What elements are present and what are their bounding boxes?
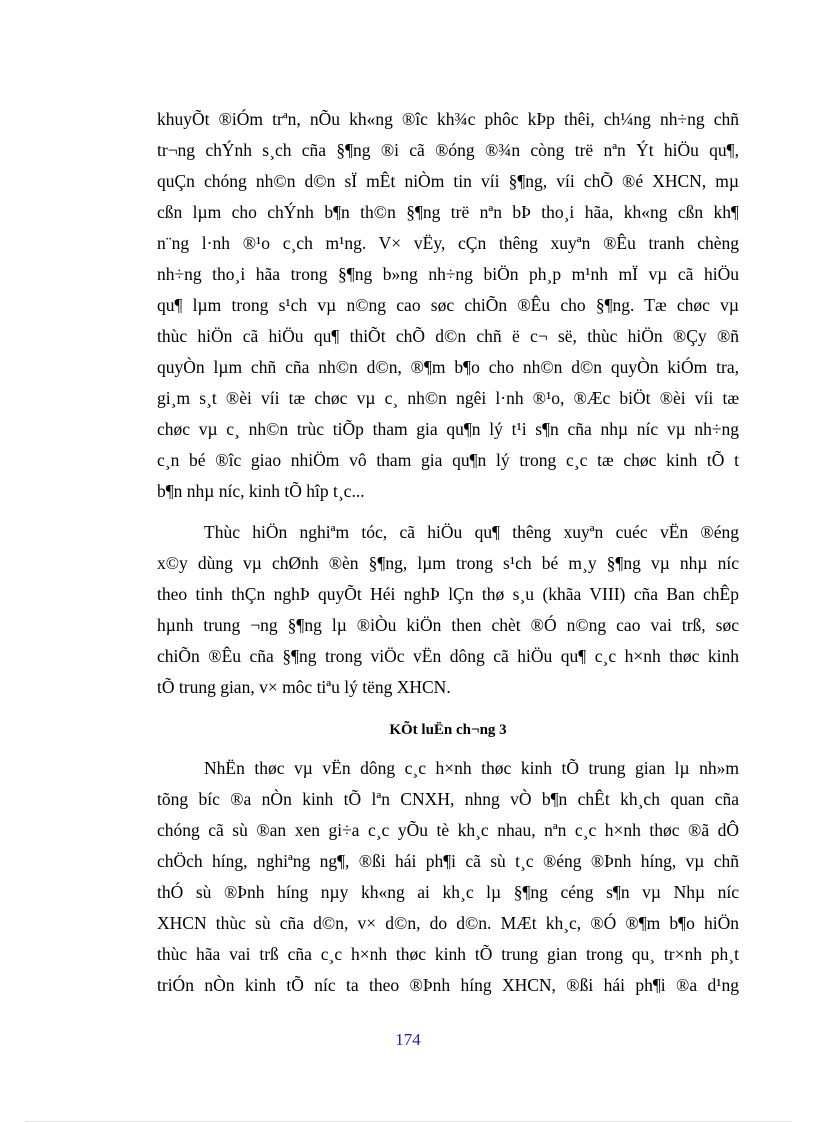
text-line: NhËn thøc vµ vËn dông c¸c h×nh thøc kinh tÕ trung gian lµ nh»m (204, 758, 739, 778)
text-line: hµnh trung ¬ng §¶ng lµ ®iÒu kiÖn then chèt ®Ó n©ng cao vai trß, søc (157, 615, 739, 635)
text-line: cßn lµm cho chÝnh b¶n th©n §¶ng trë nªn bÞ tho¸i hãa, kh«ng cßn kh¶ (157, 202, 739, 222)
text-line: quÇn chóng nh©n d©n sÏ mÊt niÒm tin víi §¶ng, víi chÕ ®é XHCN, mµ (157, 171, 739, 191)
text-line: tr¬ng chÝnh s¸ch cña §¶ng ®i cã ®óng ®¾n còng trë nªn Ýt hiÖu qu¶, (157, 140, 739, 160)
text-line: c¸n bé ®îc giao nhiÖm vô tham gia qu¶n lý trong c¸c tæ chøc kinh tÕ t (157, 450, 739, 470)
page-number: 174 (395, 1030, 421, 1049)
text-line: chøc vµ c¸ nh©n trùc tiÕp tham gia qu¶n lý t¹i s¶n cña nhµ níc vµ nh÷ng (157, 419, 739, 439)
text-line: gi¸m s¸t ®èi víi tæ chøc vµ c¸ nh©n ngêi l·nh ®¹o, ®Æc biÖt ®èi víi tæ (157, 388, 739, 408)
text-line: triÓn nÒn kinh tÕ níc ta theo ®Þnh híng XHCN, ®ßi hái ph¶i ®a d¹ng (157, 975, 739, 995)
paragraph-3 (157, 753, 739, 1001)
page-bottom-divider (25, 1121, 791, 1122)
text-line: b¶n nhµ níc, kinh tÕ hîp t¸c... (157, 481, 365, 501)
text-line: chóng cã sù ®an xen gi÷a c¸c yÕu tè kh¸c nhau, nªn c¸c h×nh thøc ®ã dÔ (157, 820, 739, 840)
text-line: tÕ trung gian, v× môc tiªu lý tëng XHCN. (157, 677, 451, 697)
text-line: thùc hiÖn cã hiÖu qu¶ thiÕt chÕ d©n chñ ë c¬ së, thùc hiÖn ®Çy ®ñ (157, 326, 739, 346)
text-line: tõng bíc ®a nÒn kinh tÕ lªn CNXH, nhng vÒ b¶n chÊt kh¸ch quan cña (157, 789, 739, 809)
text-line: theo tinh thÇn nghÞ quyÕt Héi nghÞ lÇn thø s¸u (khãa VIII) cña Ban chÊp (157, 584, 739, 604)
text-line: n¨ng l·nh ®¹o c¸ch m¹ng. V× vËy, cÇn thêng xuyªn ®Êu tranh chèng (157, 233, 739, 253)
text-line: x©y dùng vµ chØnh ®èn §¶ng, lµm trong s¹ch bé m¸y §¶ng vµ nhµ níc (157, 553, 739, 573)
section-heading: KÕt luËn ch¬ng 3 (389, 722, 507, 738)
text-line: thùc hãa vai trß cña c¸c h×nh thøc kinh tÕ trung gian trong qu¸ tr×nh ph¸t (157, 944, 739, 964)
text-line: khuyÕt ®iÓm trªn, nÕu kh«ng ®îc kh¾c phôc kÞp thêi, ch¼ng nh÷ng chñ (157, 109, 739, 129)
text-line: chÖch híng, nghiªng ng¶, ®ßi hái ph¶i cã sù t¸c ®éng ®Þnh híng, vµ chñ (157, 851, 739, 871)
paragraph-1 (157, 104, 739, 507)
text-line: nh÷ng tho¸i hãa trong §¶ng b»ng nh÷ng biÖn ph¸p m¹nh mÏ vµ cã hiÖu (157, 264, 739, 284)
text-line: thÓ sù ®Þnh híng nµy kh«ng ai kh¸c lµ §¶ng céng s¶n vµ Nhµ níc (157, 882, 739, 902)
text-line: qu¶ lµm trong s¹ch vµ n©ng cao søc chiÕn ®Êu cho §¶ng. Tæ chøc vµ (157, 295, 739, 315)
text-line: quyÒn lµm chñ cña nh©n d©n, ®¶m b¶o cho nh©n d©n quyÒn kiÓm tra, (157, 357, 739, 377)
text-line: Thùc hiÖn nghiªm tóc, cã hiÖu qu¶ thêng xuyªn cuéc vËn ®éng (204, 522, 739, 542)
paragraph-2 (157, 517, 739, 703)
text-line: XHCN thùc sù cña d©n, v× d©n, do d©n. MÆt kh¸c, ®Ó ®¶m b¶o hiÖn (157, 913, 739, 933)
text-line: chiÕn ®Êu cña §¶ng trong viÖc vËn dông cã hiÖu qu¶ c¸c h×nh thøc kinh (157, 646, 739, 666)
